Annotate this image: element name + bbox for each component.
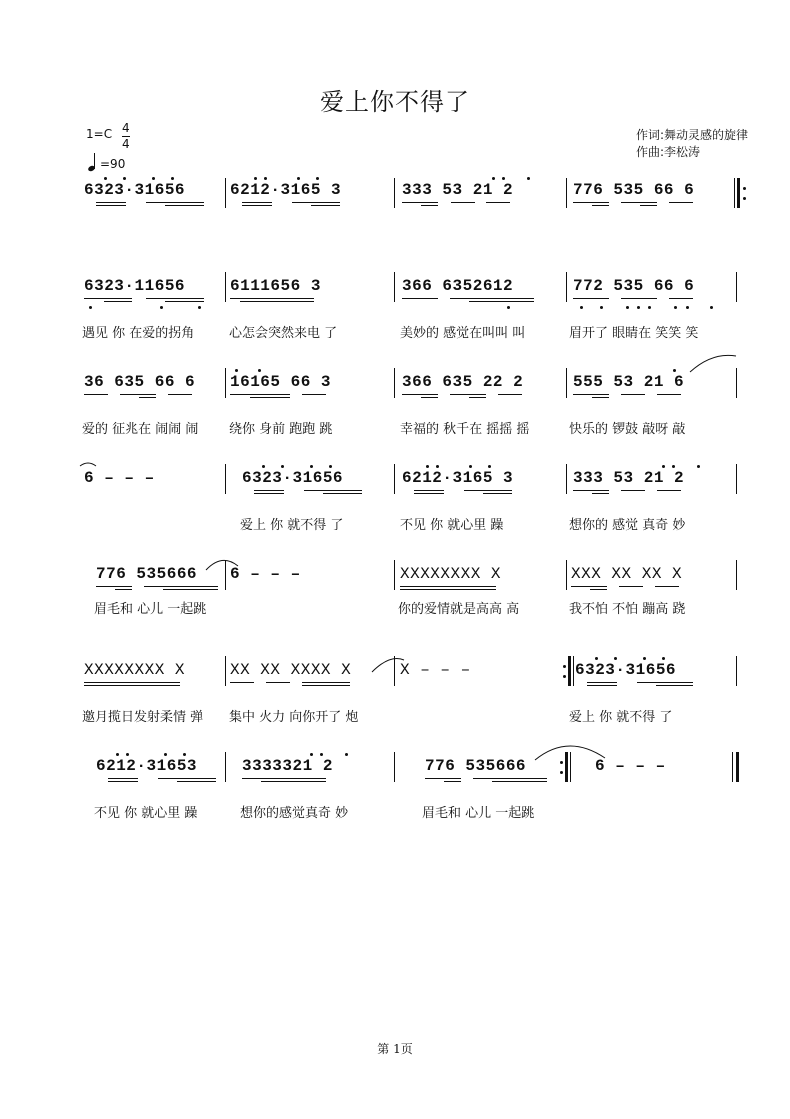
measure: 772 535 66 6 xyxy=(573,277,695,295)
lyric-line: 眉毛和 心儿 一起跳 xyxy=(94,602,207,617)
measure: XXXXXXXX X xyxy=(400,565,502,583)
measure: 6212·3165 3 xyxy=(230,181,342,199)
lyric-line: 不见 你 就心里 躁 xyxy=(94,806,198,821)
lyric-line: 心怎会突然来电 了 xyxy=(229,326,338,341)
measure: XX XX XXXX X xyxy=(230,661,352,679)
lyric-line: 幸福的 秋千在 摇摇 摇 xyxy=(400,422,530,437)
measure: 6323·31656 xyxy=(575,661,677,679)
composer-credit: 作曲:李松涛 xyxy=(636,145,701,159)
measure: 16165 66 3 xyxy=(230,373,332,391)
lyric-line: 集中 火力 向你开了 炮 xyxy=(229,710,359,725)
tie-arc xyxy=(372,659,404,673)
lyricist-credit: 作词:舞动灵感的旋律 xyxy=(636,128,749,142)
key-signature: 1=C xyxy=(86,127,113,141)
lyric-line: 绕你 身前 跑跑 跳 xyxy=(229,422,333,437)
measure: 555 53 21 6 xyxy=(573,373,685,391)
lyric-line: 想你的感觉真奇 妙 xyxy=(240,806,349,821)
measure: 776 535 66 6 xyxy=(573,181,695,199)
lyric-line: 爱上 你 就不得 了 xyxy=(240,518,344,533)
time-signature-top: 4 xyxy=(122,121,130,135)
tie-arc xyxy=(690,355,736,372)
song-title: 爱上你不得了 xyxy=(320,88,470,116)
measure: 3333321 2 xyxy=(242,757,333,775)
measure: 36 635 66 6 xyxy=(84,373,196,391)
lyric-line: 遇见 你 在爱的拐角 xyxy=(82,326,195,341)
measure: XXXXXXXX X xyxy=(84,661,186,679)
tempo-value: =90 xyxy=(100,157,126,171)
lyric-line: 爱的 征兆在 闹闹 闹 xyxy=(82,422,199,437)
time-signature-bottom: 4 xyxy=(122,137,130,151)
measure: 366 635 22 2 xyxy=(402,373,524,391)
lyric-line: 美妙的 感觉在叫叫 叫 xyxy=(400,326,526,341)
measure: 366 6352612 xyxy=(402,277,514,295)
measure: 6111656 3 xyxy=(230,277,321,295)
lyric-line: 眉开了 眼睛在 笑笑 笑 xyxy=(569,326,699,341)
lyric-line: 想你的 感觉 真奇 妙 xyxy=(569,518,686,533)
measure: X – – – xyxy=(400,661,471,679)
lyric-line: 快乐的 锣鼓 敲呀 敲 xyxy=(569,422,686,437)
page-number: 第 1页 xyxy=(377,1042,413,1056)
tie-arc xyxy=(535,746,605,760)
tie-arc xyxy=(206,560,238,570)
measure: 6212·31653 xyxy=(96,757,198,775)
measure: 6323·31656 xyxy=(84,181,186,199)
measure: 776 535666 xyxy=(425,757,527,775)
measure: 6323·11656 xyxy=(84,277,186,295)
measure: 6 – – – xyxy=(230,565,301,583)
lyric-line: 我不怕 不怕 蹦高 跷 xyxy=(569,602,686,617)
measure: 333 53 21 2 xyxy=(402,181,514,199)
measure: 776 535666 xyxy=(96,565,198,583)
measure: XXX XX XX X xyxy=(571,565,683,583)
tie-arc xyxy=(80,463,96,466)
measure: 6323·31656 xyxy=(242,469,344,487)
measure: 6212·3165 3 xyxy=(402,469,514,487)
lyric-line: 爱上 你 就不得 了 xyxy=(569,710,673,725)
lyric-line: 你的爱情就是高高 高 xyxy=(398,602,520,617)
measure: 6 – – – xyxy=(595,757,666,775)
measure: 6 – – – xyxy=(84,469,155,487)
measure: 333 53 21 2 xyxy=(573,469,685,487)
lyric-line: 邀月揽日发射柔情 弹 xyxy=(82,710,204,725)
lyric-line: 不见 你 就心里 躁 xyxy=(400,518,504,533)
lyric-line: 眉毛和 心儿 一起跳 xyxy=(422,806,535,821)
